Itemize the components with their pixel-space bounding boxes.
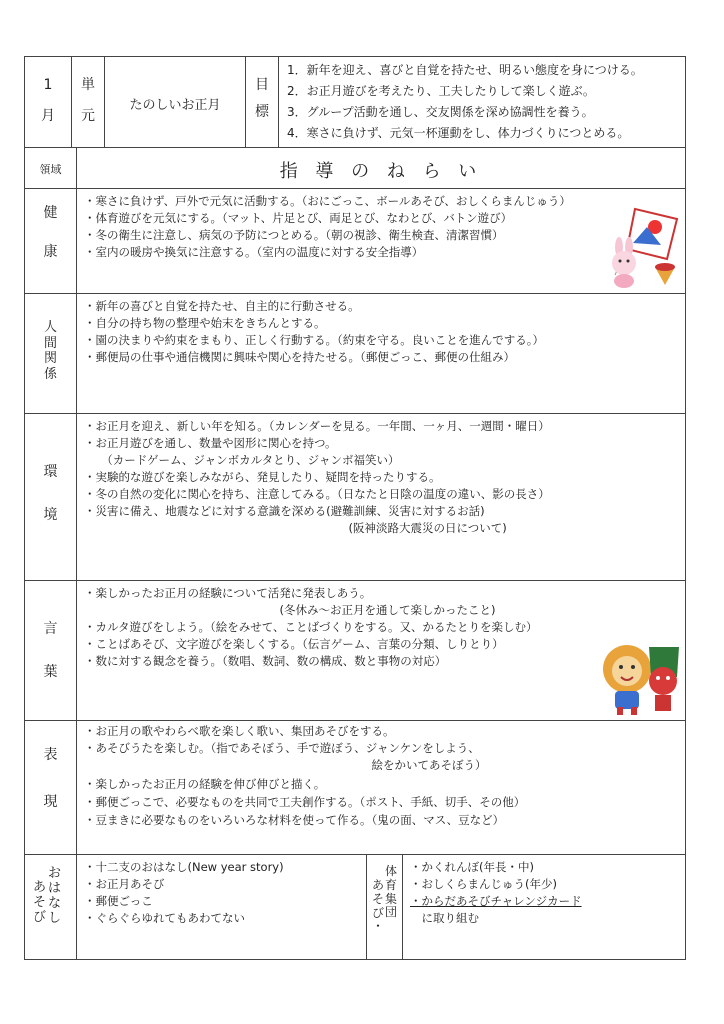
list-item: ・災害に備え、地震などに対する意識を深める(避難訓練、災害に対するお話) xyxy=(84,504,485,518)
goal-label-cell xyxy=(245,56,279,148)
list-item: ・室内の暖房や換気に注意する。（室内の温度に対する安全指導） xyxy=(84,245,424,259)
list-item: ・体育遊びを元気にする。（マット、片足とび、両足とび、なわとび、バトン遊び） xyxy=(84,211,513,225)
list-item: ・郵便ごっこ xyxy=(84,894,153,908)
list-item: ・実験的な遊びを楽しみながら、発見したり、疑問を持ったりする。 xyxy=(84,470,441,484)
goal-item: 1．新年を迎え、喜びと自覚を持たせ、明るい態度を身につける。 xyxy=(287,63,643,77)
story-play-label-cell xyxy=(24,854,77,960)
label-char: ・ xyxy=(372,919,385,934)
unit-label-char: 単 xyxy=(81,77,95,93)
curriculum-sheet xyxy=(24,56,686,960)
list-item: ・かくれんぼ(年長・中) xyxy=(410,860,534,874)
section-label-char: 健 xyxy=(43,205,58,221)
list-item: ・カルタ遊びをしよう。（絵をみせて、ことばづくりをする。又、かるたとりを楽しむ） xyxy=(84,620,538,634)
label-char: 育 xyxy=(385,877,398,892)
list-item: ・自分の持ち物の整理や始末をきちんとする。 xyxy=(84,316,326,330)
section-label-char: 言 xyxy=(43,621,58,637)
oni-mask-icon xyxy=(649,647,679,711)
section-label-char: 葉 xyxy=(43,663,58,680)
list-item: ・お正月あそび xyxy=(84,877,165,891)
label-char: そ xyxy=(33,894,47,910)
section-label-char: 表 xyxy=(43,747,58,763)
list-item: ・冬の自然の変化に関心を持ち、注意してみる。（日なたと日陰の温度の違い、影の長さ） xyxy=(84,487,550,501)
relations-label-cell xyxy=(24,293,77,414)
list-item: ・新年の喜びと自覚を持たせ、自主的に行動させる。 xyxy=(84,299,360,313)
list-item: ・からだあそびチャレンジカード xyxy=(410,894,582,908)
label-char: あ xyxy=(33,880,47,895)
list-item: ・郵便局の仕事や通信機関に興味や関心を持たせる。（郵便ごっこ、郵便の仕組み） xyxy=(84,350,516,364)
section-label-char: 人 xyxy=(43,320,57,335)
list-item: ・冬の衛生に注意し、病気の予防につとめる。（朝の視診、衛生検査、清潔習慣） xyxy=(84,228,504,242)
aims-title-cell xyxy=(76,147,686,189)
section-label-char: 康 xyxy=(43,243,58,260)
section-label-char: 境 xyxy=(43,506,58,523)
environment-label-cell xyxy=(24,413,77,581)
section-label-char: 環 xyxy=(43,464,58,480)
spinning-top-icon xyxy=(655,263,675,285)
expression-content-cell xyxy=(76,720,686,855)
list-item: ・郵便ごっこで、必要なものを共同で工夫創作する。（ポスト、手紙、切手、その他） xyxy=(84,795,526,809)
rabbit-kite-illustration xyxy=(605,205,685,289)
aims-title: 指 導 の ね ら い xyxy=(279,161,483,182)
month-cell xyxy=(24,56,72,148)
list-item: ・豆まきに必要なものをいろいろな材料を使って作る。（鬼の面、マス、豆など） xyxy=(84,813,505,827)
list-item: 絵をかいてあそぼう） xyxy=(84,758,487,772)
unit-name: たのしいお正月 xyxy=(129,98,221,113)
label-char: 体 xyxy=(385,864,398,878)
label-char: び xyxy=(372,905,385,920)
section-label-char: 係 xyxy=(43,366,57,382)
section-label-char: 現 xyxy=(43,793,58,810)
pe-group-content-cell xyxy=(402,854,686,960)
label-char: あ xyxy=(372,878,385,892)
unit-label-cell xyxy=(71,56,105,148)
language-content-cell xyxy=(76,580,686,721)
label-char: 団 xyxy=(385,905,398,920)
list-item: に取り組む xyxy=(410,911,479,925)
label-char: お xyxy=(48,866,62,881)
list-item: ・あそびうたを楽しむ。（指であそぼう、手で遊ぼう、ジャンケンをしよう、 xyxy=(84,741,480,755)
list-item: ・ことばあそび、文字遊びを楽しくする。（伝言ゲーム、言葉の分類、しりとり） xyxy=(84,637,504,651)
month-label: 月 xyxy=(41,107,55,124)
goal-label-char: 目 xyxy=(255,77,269,93)
list-item: ・寒さに負けず、戸外で元気に活動する。（おにごっこ、ボールあそび、おしくらまんじゅう） xyxy=(84,194,571,208)
list-item: ・楽しかったお正月の経験を伸び伸びと描く。 xyxy=(84,777,326,791)
list-item: ・数に対する観念を養う。（数唱、数詞、数の構成、数と事物の対応） xyxy=(84,654,447,668)
pe-group-label-cell xyxy=(366,854,403,960)
section-label-char: 関 xyxy=(43,351,57,367)
section-label-char: 間 xyxy=(43,335,57,351)
list-item: ・お正月遊びを通し、数量や図形に関心を持つ。 xyxy=(84,436,337,450)
list-item: ・お正月を迎え、新しい年を知る。（カレンダーを見る。一年間、一ヶ月、一週間・曜日） xyxy=(84,419,550,433)
goal-item: 3．グループ活動を通し、交友関係を深め協調性を養う。 xyxy=(287,105,594,119)
label-char: は xyxy=(48,880,62,896)
list-item: (冬休み～お正月を通して楽しかったこと) xyxy=(84,603,496,617)
list-item: ・園の決まりや約束をまもり、正しく行動する。（約束を守る。良いことを進んでする。） xyxy=(84,333,544,347)
language-label-cell xyxy=(24,580,77,721)
list-item: ・ぐらぐらゆれてもあわてない xyxy=(84,911,245,925)
health-label-cell xyxy=(24,188,77,294)
lion-icon xyxy=(603,645,651,715)
goal-item: 4．寒さに負けず、元気一杯運動をし、体力づくりにつとめる。 xyxy=(287,126,630,140)
list-item: ・十二支のおはなし(New year story) xyxy=(84,860,284,874)
goal-item: 2．お正月遊びを考えたり、工夫したりして楽しく遊ぶ。 xyxy=(287,84,595,98)
month-number: 1 xyxy=(43,77,53,93)
label-char: し xyxy=(48,910,62,926)
unit-label-char: 元 xyxy=(81,107,95,124)
goals-cell xyxy=(278,56,686,148)
domain-label-cell xyxy=(24,147,77,189)
list-item: (阪神淡路大震災の日について) xyxy=(84,521,507,535)
rabbit-icon xyxy=(612,237,636,288)
story-play-content-cell xyxy=(76,854,367,960)
domain-label: 領域 xyxy=(39,163,62,176)
goal-label-char: 標 xyxy=(255,103,269,120)
relations-content-cell xyxy=(76,293,686,414)
unit-name-cell xyxy=(104,56,246,148)
lion-dance-illustration xyxy=(599,637,683,717)
label-char: そ xyxy=(372,891,385,906)
health-content-cell xyxy=(76,188,686,294)
list-item: ・楽しかったお正月の経験について活発に発表しあう。 xyxy=(84,586,372,600)
label-char: び xyxy=(33,909,47,925)
list-item: ・お正月の歌やわらべ歌を楽しく歌い、集団あそびをする。 xyxy=(84,724,395,738)
environment-content-cell xyxy=(76,413,686,581)
list-item: ・おしくらまんじゅう(年少) xyxy=(410,877,557,891)
label-char: 集 xyxy=(385,891,398,906)
label-char: な xyxy=(48,895,62,911)
list-item: （カードゲーム、ジャンボカルタとり、ジャンボ福笑い） xyxy=(84,453,400,467)
expression-label-cell xyxy=(24,720,77,855)
